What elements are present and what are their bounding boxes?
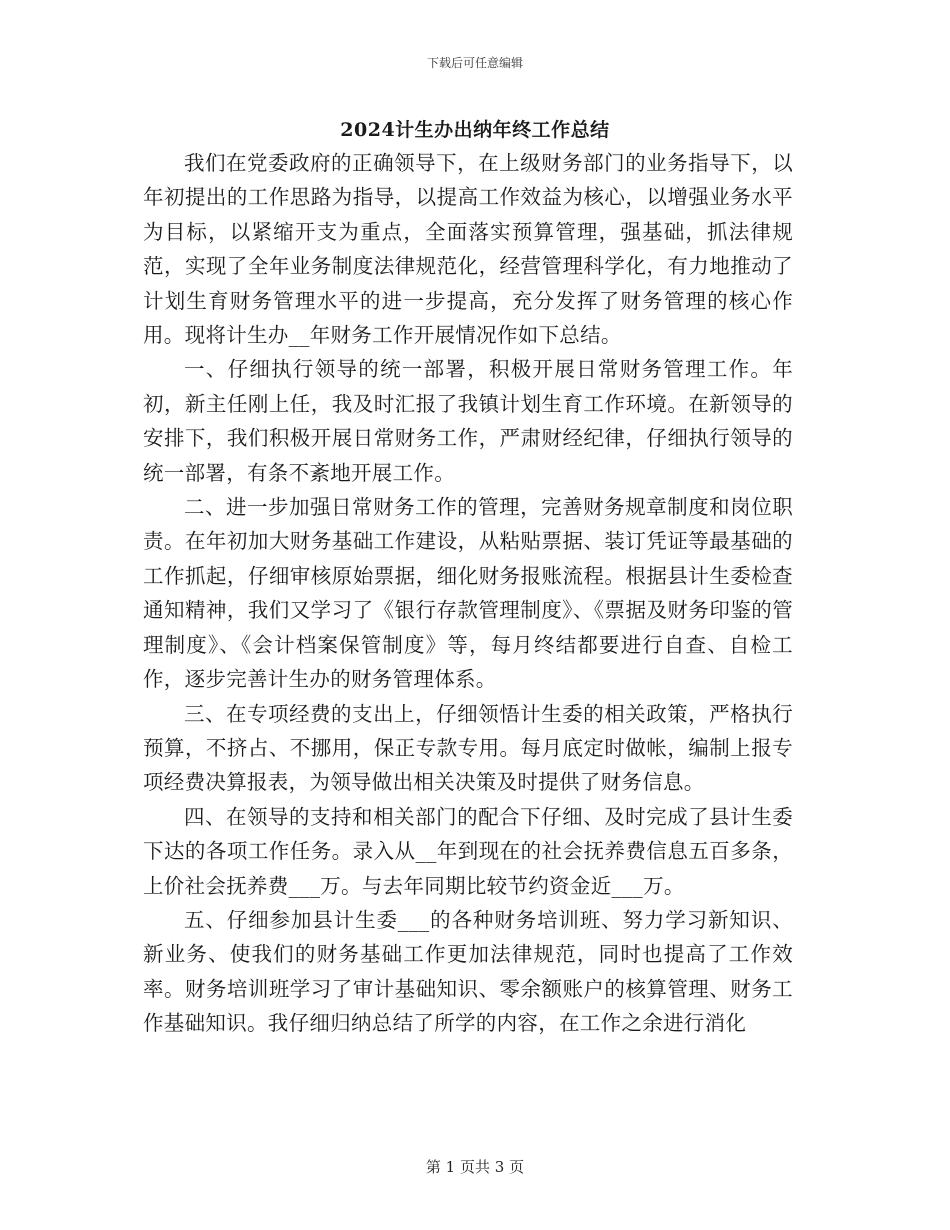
header-note: 下载后可任意编辑 <box>426 56 523 70</box>
paragraph-section-1: 一、仔细执行领导的统一部署，积极开展日常财务管理工作。年初，新主任刚上任，我及时汇报了我镇计划生育工作环境。在新领导的安排下，我们积极开展日常财务工作，严肃财经纪律，仔细执行领导的统一部署，有条不紊地开展工作。 <box>143 357 793 485</box>
paragraph-section-2: 二、进一步加强日常财务工作的管理，完善财务规章制度和岗位职责。在年初加大财务基础工作建设，从粘贴票据、装订凭证等最基础的工作抓起，仔细审核原始票据，细化财务报账流程。根据县计生委检查通知精神，我们又学习了《银行存款管理制度》、《票据及财务印鉴的管理制度》、《会计档案保管制度》等，每月终结都要进行自查、自检工作，逐步完善计生办的财务管理体系。 <box>143 495 793 692</box>
paragraph-section-4: 四、在领导的支持和相关部门的配合下仔细、及时完成了县计生委下达的各项工作任务。录入从__年到现在的社会抚养费信息五百多条，上价社会抚养费___万。与去年同期比较节约资金近___万。 <box>143 804 793 898</box>
paragraph-intro: 我们在党委政府的正确领导下，在上级财务部门的业务指导下，以年初提出的工作思路为指导，以提高工作效益为核心，以增强业务水平为目标，以紧缩开支为重点，全面落实预算管理，强基础，抓法律规范，实现了全年业务制度法律规范化，经营管理科学化，有力地推动了计划生育财务管理水平的进一步提高，充分发挥了财务管理的核心作用。现将计生办__年财务工作开展情况作如下总结。 <box>143 151 793 348</box>
document-body <box>143 146 793 1041</box>
paragraph-section-5: 五、仔细参加县计生委___的各种财务培训班、努力学习新知识、新业务、使我们的财务基础工作更加法律规范，同时也提高了工作效率。财务培训班学习了审计基础知识、零余额账户的核算管理、财务工作基础知识。我仔细归纳总结了所学的内容，在工作之余进行消化 <box>143 907 793 1036</box>
paragraph-section-3: 三、在专项经费的支出上，仔细领悟计生委的相关政策，严格执行预算，不挤占、不挪用，保正专款专用。每月底定时做帐，编制上报专项经费决算报表，为领导做出相关决策及时提供了财务信息。 <box>143 701 793 795</box>
document-title: 2024计生办出纳年终工作总结 <box>340 119 610 141</box>
page-number-footer: 第 1 页共 3 页 <box>425 1158 525 1176</box>
